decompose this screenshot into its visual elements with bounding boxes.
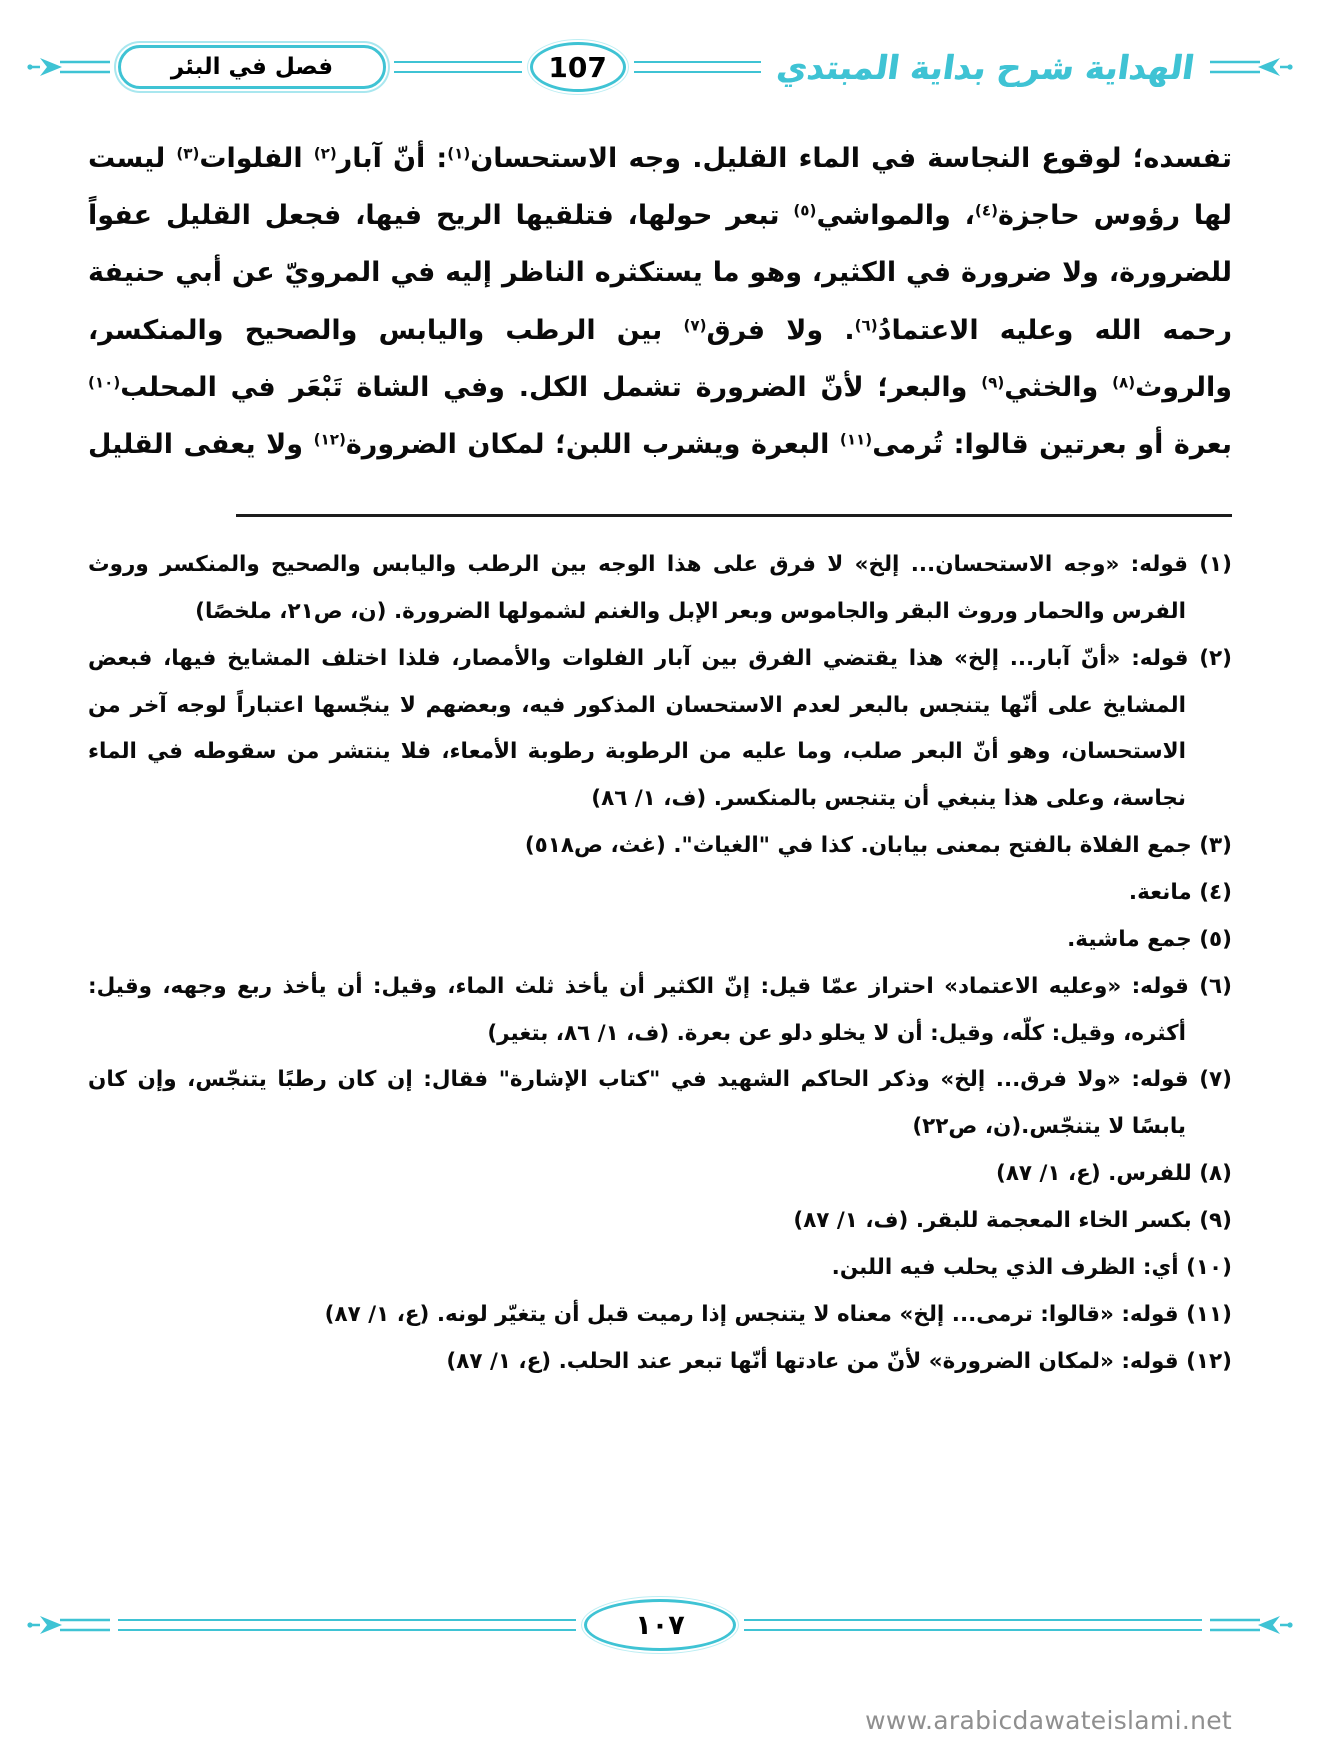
ornament-endcap-right-icon [1210, 54, 1294, 80]
footer-ornament-band [26, 1596, 1294, 1654]
footnote-number: (٣) [1199, 833, 1232, 859]
footnote-text: جمع الفلاة بالفتح بمعنى بيابان. كذا في "الغياث". (غث، ص٥١٨) [524, 833, 1192, 859]
page-number: 107 [548, 50, 607, 84]
section-title-cartouche [118, 45, 386, 89]
footnote-number: (١١) [1186, 1301, 1232, 1327]
footnote-number: (٢) [1199, 645, 1232, 671]
footnote-text: أي: الظرف الذي يحلب فيه اللبن. [831, 1254, 1179, 1280]
footnote-text: قوله: «وعليه الاعتماد» احتراز عمّا قيل: إنّ الكثير أن يأخذ ثلث الماء، وقيل: أن يأخذ ربع وجهه، وقيل: أكثره، وقيل: كلّه، وقيل: أن لا يخلو دلو عن بعرة. (ف، ١/ ٨٦، بتغير) [88, 973, 1189, 1046]
page-number-oval [530, 42, 626, 92]
footnote-number: (٥) [1199, 926, 1232, 952]
book-title-calligraphy: الهداية شرح بداية المبتدي [767, 48, 1205, 87]
footnote-item [88, 1292, 1232, 1339]
footnote-text: قوله: «وجه الاستحسان... إلخ» لا فرق على هذا الوجه بين الرطب واليابس والصحيح والمنكسر وروث الفرس والحمار وروث البقر والجاموس وبعر الإبل والغنم لشمولها الضرورة. (ن، ص٢١، ملخصًا) [88, 552, 1188, 624]
footnote-number: (٤) [1199, 880, 1232, 906]
ornament-endcap-right-icon [1210, 1612, 1294, 1638]
watermark-url: www.arabicdawateislami.net [865, 1706, 1232, 1735]
footnote-text: قوله: «لمكان الضرورة» لأنّ من عادتها أنّها تبعر عند الحلب. (ع، ١/ ٨٧) [446, 1348, 1179, 1374]
footnote-text: قوله: «أنّ آبار... إلخ» هذا يقتضي الفرق بين آبار الفلوات والأمصار، فلذا اختلف المشايخ فيها، فبعض المشايخ على أنّها يتنجس بالبعر لعدم الاستحسان المذكور فيه، وبعضهم لا ينجّسها اعتباراً لوجه آخر من الاستحسان، وهو أنّ البعر صلب، وما عليه من الرطوبة رطوبة الأمعاء، فلا ينتشر من سقوطه في الماء نجاسة، وعلى هذا ينبغي أن يتنجس بالمنكسر. (ف، ١/ ٨٦) [88, 645, 1189, 812]
footnote-text: جمع ماشية. [1067, 926, 1192, 952]
footnote-item [88, 964, 1232, 1058]
footnotes-list [88, 542, 1232, 1385]
footer-page-number-medallion [584, 1599, 736, 1651]
footnote-separator [236, 514, 1232, 517]
footnote-item [88, 636, 1232, 823]
footnote-text: للفرس. (ع، ١/ ٨٧) [995, 1161, 1192, 1187]
footnote-number: (١٠) [1186, 1254, 1232, 1280]
footnote-text: قوله: «ولا فرق... إلخ» وذكر الحاكم الشهيد في "كتاب الإشارة" فقال: إن كان رطبًا يتنجّس، وإن كان يابسًا لا يتنجّس.(ن، ص٢٢) [88, 1067, 1189, 1140]
footnote-item [88, 823, 1232, 870]
footnote-text: قوله: «قالوا: ترمى... إلخ» معناه لا يتنجس إذا رميت قبل أن يتغيّر لونه. (ع، ١/ ٨٧) [324, 1301, 1179, 1327]
footnote-item [88, 542, 1232, 636]
footnote-number: (٨) [1199, 1161, 1232, 1187]
ornament-endcap-left-icon [26, 1612, 110, 1638]
decorative-line [394, 61, 522, 73]
decorative-line [118, 1619, 576, 1631]
footnote-number: (١) [1199, 552, 1232, 577]
footnote-item [88, 1198, 1232, 1245]
footnote-item [88, 1057, 1232, 1151]
footnote-number: (٦) [1199, 973, 1232, 999]
footnote-item [88, 870, 1232, 917]
ornament-endcap-left-icon [26, 54, 110, 80]
footnote-item [88, 1245, 1232, 1292]
footer-page-number: ١٠٧ [635, 1609, 685, 1641]
body-paragraph: تفسده؛ لوقوع النجاسة في الماء القليل. وجه الاستحسان$^{(١)}$: أنّ آبار$^{(٢)}$ الفلوات$^{(٣)}$ ليست لها رؤوس حاجزة$^{(٤)}$، والمواشي$^{(٥)}$ تبعر حولها، فتلقيها الريح فيها، فجعل القليل عفواً للضرورة، ولا ضرورة في الكثير، وهو ما يستكثره الناظر إليه في المرويّ عن أبي حنيفة رحمه الله وعليه الاعتمادُ$^{(٦)}$. ولا فرق$^{(٧)}$ بين الرطب واليابس والصحيح والمنكسر، والروث$^{(٨)}$ والخثي$^{(٩)}$ والبعر؛ لأنّ الضرورة تشمل الكل. وفي الشاة تَبْعَر في المحلب$^{(١٠)}$ بعرة أو بعرتين قالوا: تُرمى$^{(١١)}$ البعرة ويشرب اللبن؛ لمكان الضرورة$^{(١٢)}$ ولا يعفى القليل [88, 143, 1233, 461]
footnote-item [88, 1339, 1232, 1386]
decorative-line [634, 61, 762, 73]
footnote-number: (١٢) [1186, 1348, 1232, 1374]
footnote-text: مانعة. [1128, 880, 1192, 906]
header-ornament-band [26, 38, 1294, 96]
footnote-item [88, 917, 1232, 964]
footnote-number: (٩) [1199, 1208, 1232, 1234]
decorative-line [744, 1619, 1202, 1631]
section-title: فصل في البئر [170, 54, 334, 80]
footnote-item [88, 1151, 1232, 1198]
footnote-text: بكسر الخاء المعجمة للبقر. (ف، ١/ ٨٧) [793, 1208, 1192, 1234]
footnote-number: (٧) [1199, 1067, 1232, 1093]
